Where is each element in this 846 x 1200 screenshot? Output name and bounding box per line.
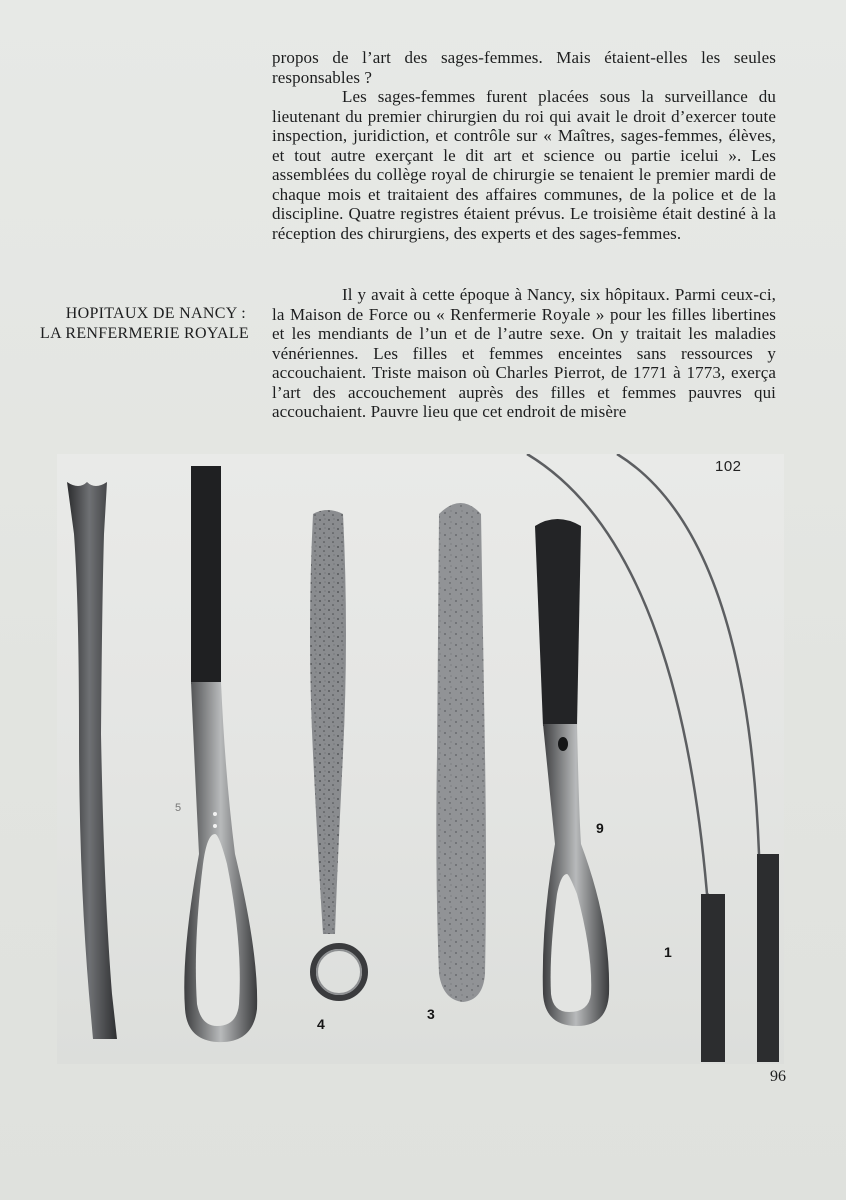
figure-label-9: 9	[596, 820, 604, 836]
instrument-4-ring-spatula	[310, 510, 365, 998]
figure-label-3: 3	[427, 1006, 435, 1022]
instruments-drawing	[57, 454, 784, 1064]
figure-label-1: 1	[664, 944, 672, 960]
section-heading	[40, 304, 249, 343]
instrument-lever	[67, 482, 117, 1039]
instrument-loop-blade	[184, 466, 257, 1042]
section-heading-line-2: LA RENFERMERIE ROYALE	[40, 324, 249, 342]
paragraph: Il y avait à cette époque à Nancy, six hôpitaux. Parmi ceux-ci, la Maison de Force ou « Renfermerie Royale » pour les filles libertines et les mendiants de l’un et de l’autre sexe. On y traitait les maladies vénériennes. Les filles et femmes enceintes sans ressources y accouchaient. Triste maison où Charles Pierrot, de 1771 à 1773, exerça l’art des accouchement auprès des filles et femmes pauvres qui accouchaient. Pauvre lieu que cet endroit de misère	[272, 285, 776, 421]
text-block-bottom	[272, 285, 776, 422]
instrument-3-blade	[436, 503, 486, 1002]
paragraph: Les sages-femmes furent placées sous la surveillance du lieutenant du premier chirurgien du roi qui avait le droit d’exercer toute inspection, juridiction, et contrôle sur « Maîtres, sages-femmes, élèves, et tout autre exerçant le dit art et science ou partie icelui ». Les assemblées du collège royal de chirurgie se tenaient le premier mardi de chaque mois et traitaient des affaires communes, de la police et de la discipline. Quatre registres étaient prévus. Le troisième était destiné à la réception des chirurgiens, des experts et des sages-femmes.	[272, 87, 776, 243]
paragraph: propos de l’art des sages-femmes. Mais étaient-elles les seules responsables ?	[272, 48, 776, 87]
plate-number: 102	[715, 458, 742, 475]
section-heading-line-1: HOPITAUX DE NANCY :	[65, 305, 246, 322]
instruments-photograph	[57, 454, 784, 1064]
page-number: 96	[770, 1068, 786, 1085]
figure-label-4: 4	[317, 1016, 325, 1032]
figure-label-small-mark: 5	[175, 802, 182, 814]
instrument-9-loop	[535, 519, 609, 1026]
text-block-top	[272, 48, 776, 243]
